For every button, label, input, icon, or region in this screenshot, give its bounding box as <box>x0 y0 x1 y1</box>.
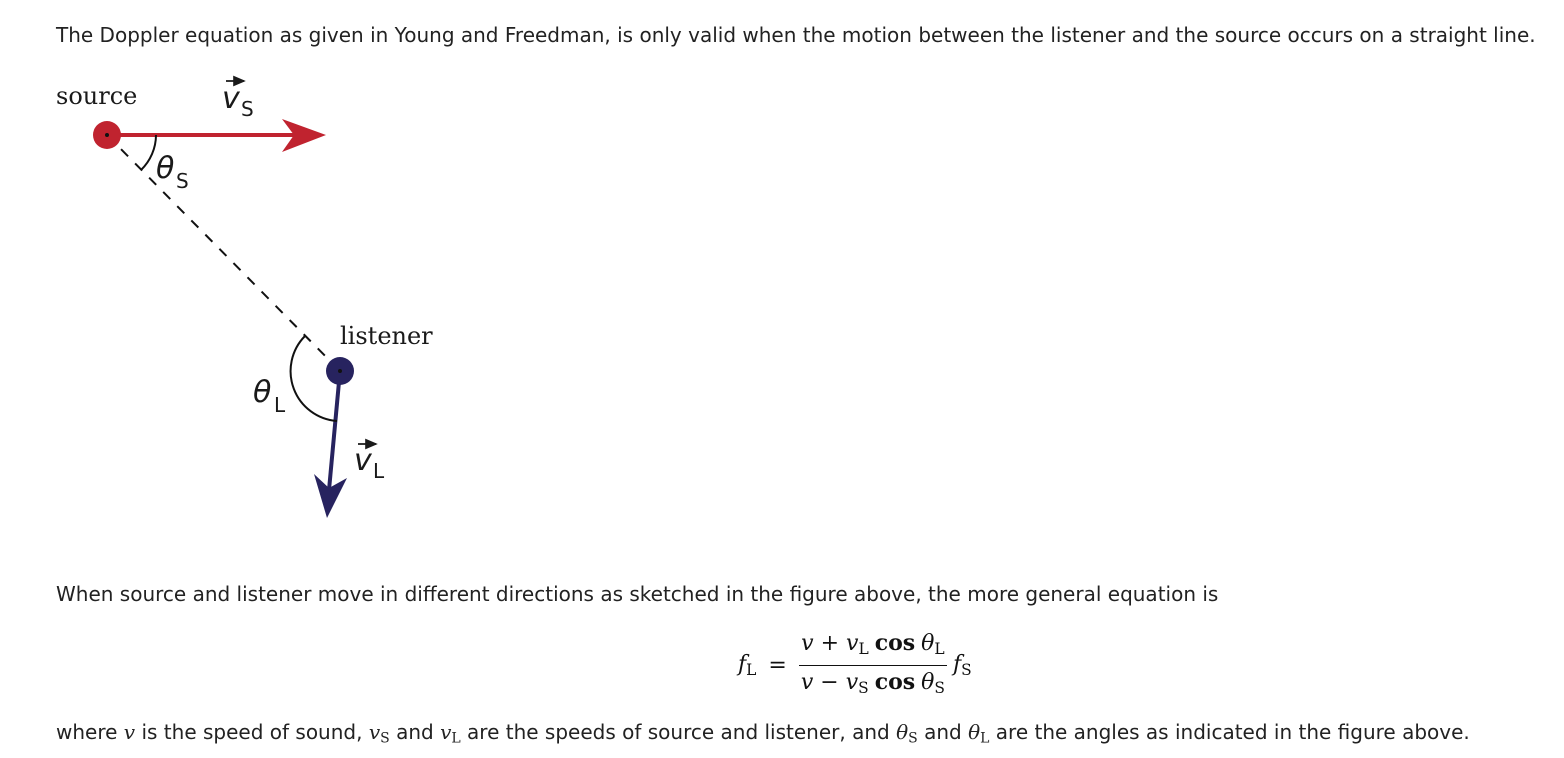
listener-label: listener <box>340 322 433 350</box>
where-theta-s: θ <box>896 720 909 744</box>
where-theta-s-subscript: S <box>908 730 918 747</box>
listener-velocity-arrow-shaft <box>329 371 340 490</box>
where-text-3: and <box>389 720 441 744</box>
den-cos: cos <box>874 668 916 695</box>
theta-s-arc <box>141 135 156 170</box>
equals-sign: = <box>768 652 787 678</box>
num-plus: + <box>820 630 840 656</box>
where-text-6: are the angles as indicated in the figure above. <box>989 720 1470 744</box>
equation-rhs <box>953 652 972 679</box>
where-v: v <box>123 720 136 744</box>
den-v: v <box>800 669 814 695</box>
source-center-mark <box>105 133 109 137</box>
den-theta: θ <box>921 669 935 695</box>
equation-lhs <box>738 652 756 679</box>
where-theta-l: θ <box>968 720 981 744</box>
where-text-1: where <box>56 720 124 744</box>
where-theta-l-subscript: L <box>980 730 990 747</box>
listener-center-mark <box>338 369 342 373</box>
rhs-f: f <box>952 651 962 677</box>
vl-symbol: v <box>354 443 372 478</box>
num-vl-subscript: L <box>858 639 869 658</box>
theta-l-subscript: L <box>274 393 286 417</box>
theta-l-symbol: θ <box>253 375 272 410</box>
equation-fraction <box>799 630 947 701</box>
where-text-4: are the speeds of source and listener, and <box>460 720 897 744</box>
intro-paragraph: The Doppler equation as given in Young and Freedman, is only valid when the motion between the listener and the source occurs on a straight line. <box>56 23 1536 47</box>
lhs-f: f <box>738 651 747 677</box>
where-text-2: is the speed of sound, <box>135 720 369 744</box>
general-equation-paragraph: When source and listener move in different directions as sketched in the figure above, the more general equation is <box>56 582 1219 606</box>
num-theta: θ <box>921 630 935 656</box>
num-v: v <box>801 630 814 656</box>
vs-subscript: S <box>241 97 254 121</box>
where-vl-subscript: L <box>451 730 461 747</box>
rhs-subscript: S <box>961 660 972 679</box>
num-cos: cos <box>874 629 916 656</box>
doppler-figure <box>0 60 560 540</box>
den-theta-subscript: S <box>934 678 945 697</box>
den-minus: − <box>820 669 839 695</box>
doppler-general-equation <box>738 629 972 698</box>
where-vs-subscript: S <box>380 730 390 747</box>
where-vs: v <box>368 720 381 744</box>
definitions-paragraph <box>56 719 1470 752</box>
lhs-subscript: L <box>746 660 757 679</box>
source-label: source <box>56 82 138 110</box>
den-vs: v <box>845 669 859 695</box>
where-vl: v <box>440 720 452 744</box>
where-text-5: and <box>917 720 969 744</box>
den-vs-subscript: S <box>858 678 869 697</box>
theta-s-subscript: S <box>176 169 189 193</box>
theta-s-symbol: θ <box>156 151 175 186</box>
vs-symbol: v <box>222 81 240 116</box>
num-vl: v <box>846 630 859 656</box>
fraction-denominator <box>799 666 947 701</box>
vl-subscript: L <box>373 459 385 483</box>
num-theta-subscript: L <box>934 639 945 658</box>
fraction-numerator <box>799 630 947 666</box>
